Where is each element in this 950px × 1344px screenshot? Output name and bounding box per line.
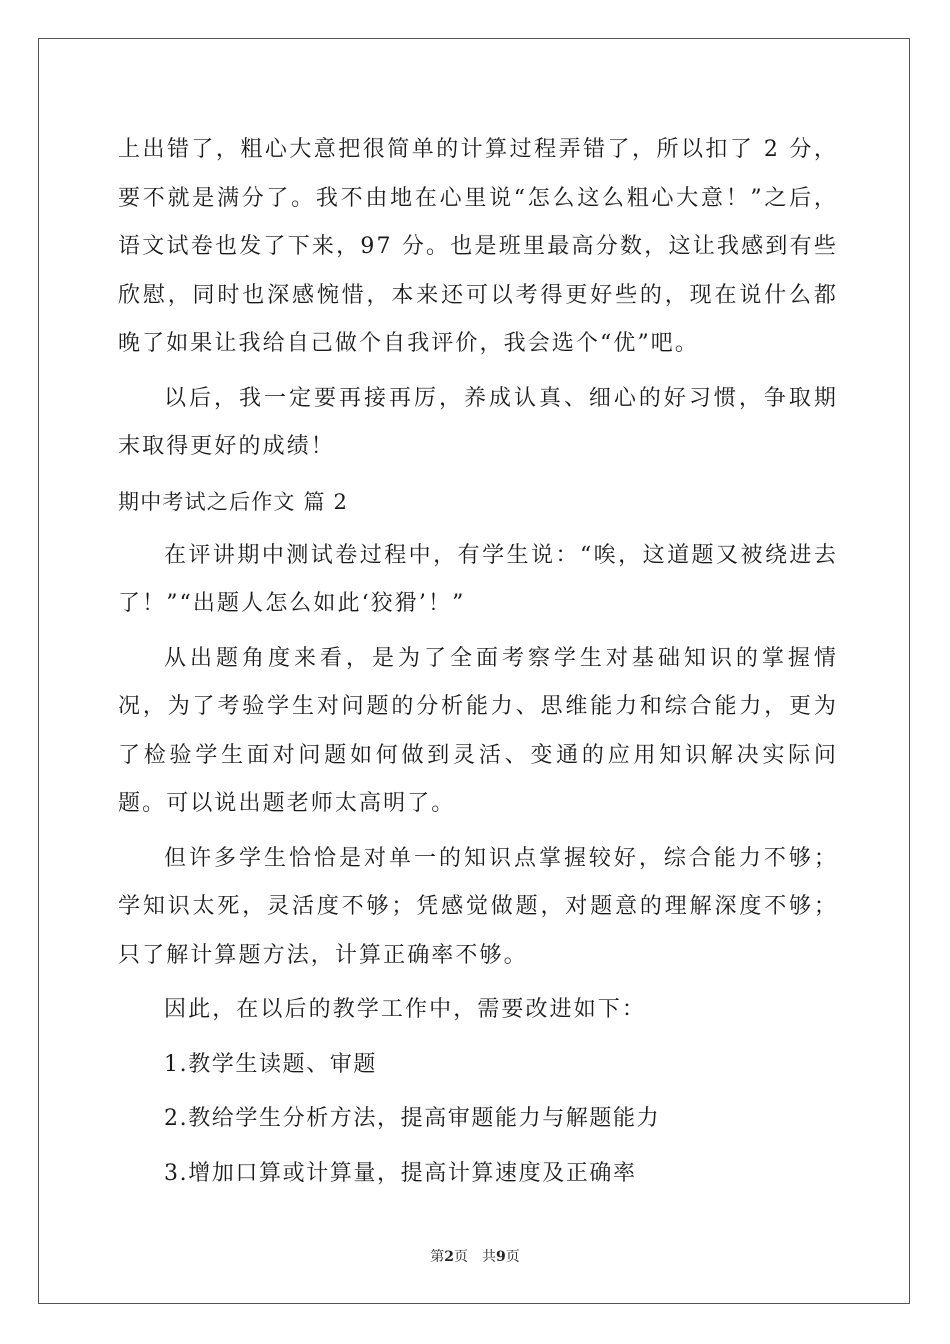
paragraph-6: 因此，在以后的教学工作中，需要改进如下： bbox=[164, 997, 647, 1022]
page-footer bbox=[0, 1246, 950, 1266]
list-item-2: 2.教给学生分析方法，提高审题能力与解题能力 bbox=[164, 1106, 661, 1131]
page-prefix: 第 bbox=[430, 1249, 445, 1265]
list-item-3: 3.增加口算或计算量，提高计算速度及正确率 bbox=[164, 1160, 637, 1186]
total-prefix: 共 bbox=[482, 1249, 496, 1265]
list-item-1: 1.教学生读题、审题 bbox=[164, 1051, 377, 1077]
paragraph-4: 从出题角度来看，是为了全面考察学生对基础知识的掌握情况，为了考验学生对问题的分析能力、思维能力和综合能力，更为了检验学生面对问题如何做到灵活、变通的应用知识解决实际问题。可以说出题老师太高明了。 bbox=[118, 645, 838, 816]
document-body bbox=[118, 126, 838, 1204]
current-page-number: 2 bbox=[444, 1249, 454, 1265]
paragraph-2: 以后，我一定要再接再厉，养成认真、细心的好习惯，争取期末取得更好的成绩！ bbox=[118, 385, 838, 459]
paragraph-1: 上出错了，粗心大意把很简单的计算过程弄错了，所以扣了 2 分，要不就是满分了。我不由地在心里说“怎么这么粗心大意！”之后，语文试卷也发了下来，97 分。也是班里最高分数，这让我感到有些欣慰，同时也深感惋惜，本来还可以考得更好些的，现在说什么都晚了如果让我给自己做个自我评价，我会选个“优”吧。 bbox=[118, 137, 838, 356]
section-heading: 期中考试之后作文 篇 2 bbox=[118, 489, 349, 514]
paragraph-5: 但许多学生恰恰是对单一的知识点掌握较好，综合能力不够；学知识太死，灵活度不够；凭感觉做题，对题意的理解深度不够；只了解计算题方法，计算正确率不够。 bbox=[118, 845, 838, 968]
total-page-number: 9 bbox=[496, 1249, 506, 1265]
total-suffix: 页 bbox=[505, 1249, 520, 1265]
page-suffix: 页 bbox=[454, 1249, 468, 1265]
paragraph-3: 在评讲期中测试卷过程中，有学生说：“唉，这道题又被绕进去了！”“出题人怎么如此‘狡猾’！” bbox=[118, 542, 838, 616]
